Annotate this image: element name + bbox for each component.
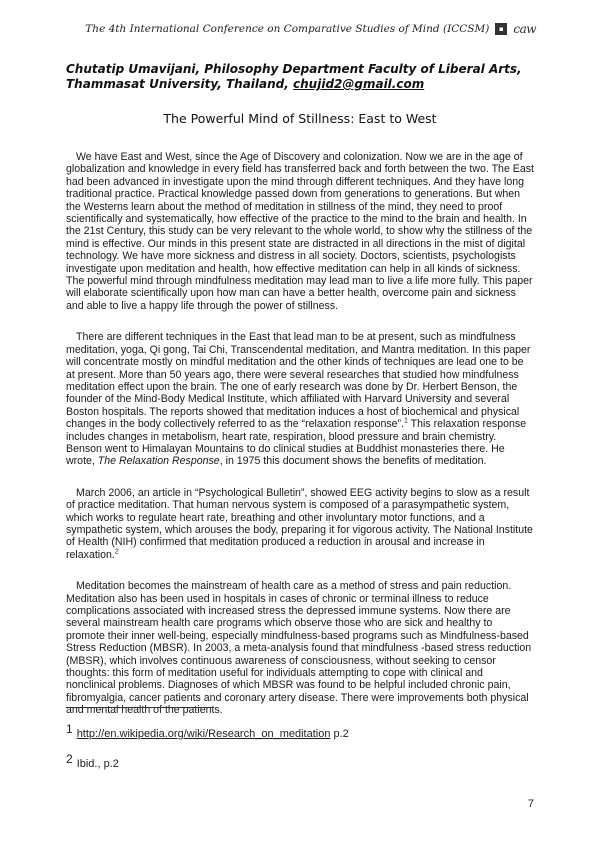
page-number: 7: [527, 798, 534, 810]
qr-code-icon: [495, 23, 507, 35]
footnote-ref-2: 2: [114, 548, 119, 556]
footnote-text: Ibid., p.2: [76, 758, 119, 770]
footnote-divider: [66, 707, 214, 708]
footnote-1: [66, 722, 349, 740]
conference-title: The 4th International Conference on Comparative Studies of Mind (ICCSM): [85, 23, 490, 35]
paragraph-2-part-c: , in 1975 this document shows the benefits of meditation.: [219, 455, 487, 468]
footnote-suffix: p.2: [330, 728, 349, 740]
paragraph-4: Meditation becomes the mainstream of health care as a method of stress and pain reduction. Meditation also has been used in hospitals in cases of chronic or terminal illness to reduce complications associated with increased stress the depressed immune systems. Now there are several mainstream health care programs which observe those who are sick and healthy to promote their inner well-being, especially mindfulness-based programs such as Mindfulness-based Stress Reduction (MBSR). In 2003, a meta-analysis found that mindfulness -based stress reduction (MBSR), which involves continuous awareness of consciousness, without seeking to censor thoughts: this form of meditation useful for individuals attempting to cope with clinical and nonclinical problems. Diagnoses of which MBSR was found to be helpful included chronic pain, fibromyalgia, cancer patients and coronary artery disease. There were improvements both physical and mental health of the patients.: [66, 580, 532, 717]
conference-logo: caw: [513, 22, 536, 36]
paragraph-2-part-a: There are different techniques in the East that lead man to be at present, such as mindfulness meditation, yoga, Qi gong, Tai Chi, Transcendental meditation, and Mantra meditation. In this paper will concentrate mostly on mindful meditation and the other kinds of techniques are lead one to be at present. More than 50 years ago, there were several researches that studied how mindfulness meditation effect upon the brain. The one of early research was done by Dr. Herbert Benson, the founder of the Mind-Body Medical Institute, which affiliated with Harvard University and several Boston hospitals. The reports showed that meditation induces a host of biochemical and physical changes in the body collectively referred to as the “relaxation response”.: [66, 331, 531, 431]
footnote-ref-1: 1: [404, 417, 408, 425]
paragraph-3: [66, 487, 534, 561]
conference-header: [85, 22, 536, 36]
footnote-link[interactable]: http://en.wikipedia.org/wiki/Research_on_meditation: [76, 728, 331, 740]
book-title: The Relaxation Response: [97, 455, 220, 468]
paper-body: [66, 151, 534, 736]
paragraph-2-part-b: This relaxation response includes changes in metabolism, heart rate, respiration, blood pressure and brain chemistry. Benson went to Himalayan Mountains to do clinical studies at Buddhist monasteries there. He wrote,: [66, 418, 527, 468]
paper-title: The Powerful Mind of Stillness: East to West: [163, 111, 437, 126]
footnote-number: 1: [66, 722, 73, 736]
author-affiliation: [66, 62, 536, 92]
author-line: Chutatip Umavijani, Philosophy Department Faculty of Liberal Arts, Thammasat University, Thailand,: [66, 62, 522, 91]
author-email[interactable]: chujid2@gmail.com: [293, 77, 425, 91]
footnote-number: 2: [66, 752, 73, 766]
footnote-2: [66, 752, 119, 770]
paragraph-2: [66, 331, 534, 467]
paragraph-3-text: March 2006, an article in “Psychological Bulletin”, showed EEG activity begins to slow as a result of practice meditation. That human nervous system is composed of a parasympathetic system, which works to regulate heart rate, breathing and other involuntary motor functions, and a sympathetic system, which arouses the body, preparing it for vigorous activity. The National Institute of Health (NIH) confirmed that meditation produced a reduction in arousal and increase in relaxation.: [66, 486, 533, 561]
paragraph-1: We have East and West, since the Age of Discovery and colonization. Now we are in the age of globalization and knowledge in every field has transferred back and forth between the two. The East had been advanced in investigate upon the mind through different techniques. And they have long traditional practice. Practical knowledge passed down from generations to generations. But when the Westerns learn about the method of meditation in stillness of the mind, they need to proof scientifically and systematically, how effective of the practice to the mind to the brain and health. In the 21st Century, this study can be very relevant to the whole world, to show why the stillness of the mind is effective. Our minds in this present state are distracted in all directions in the mist of digital technology. We have more sickness and distress in all society. Doctors, scientists, psychologists investigate upon meditation and health, how effective meditation can help in all kinds of sickness. The powerful mind through mindfulness meditation may lead man to live a life more fully. This paper will elaborate scientifically upon how man can have a better health, overcome pain and sickness and able to live a happy life through the power of stillness.: [66, 151, 534, 312]
